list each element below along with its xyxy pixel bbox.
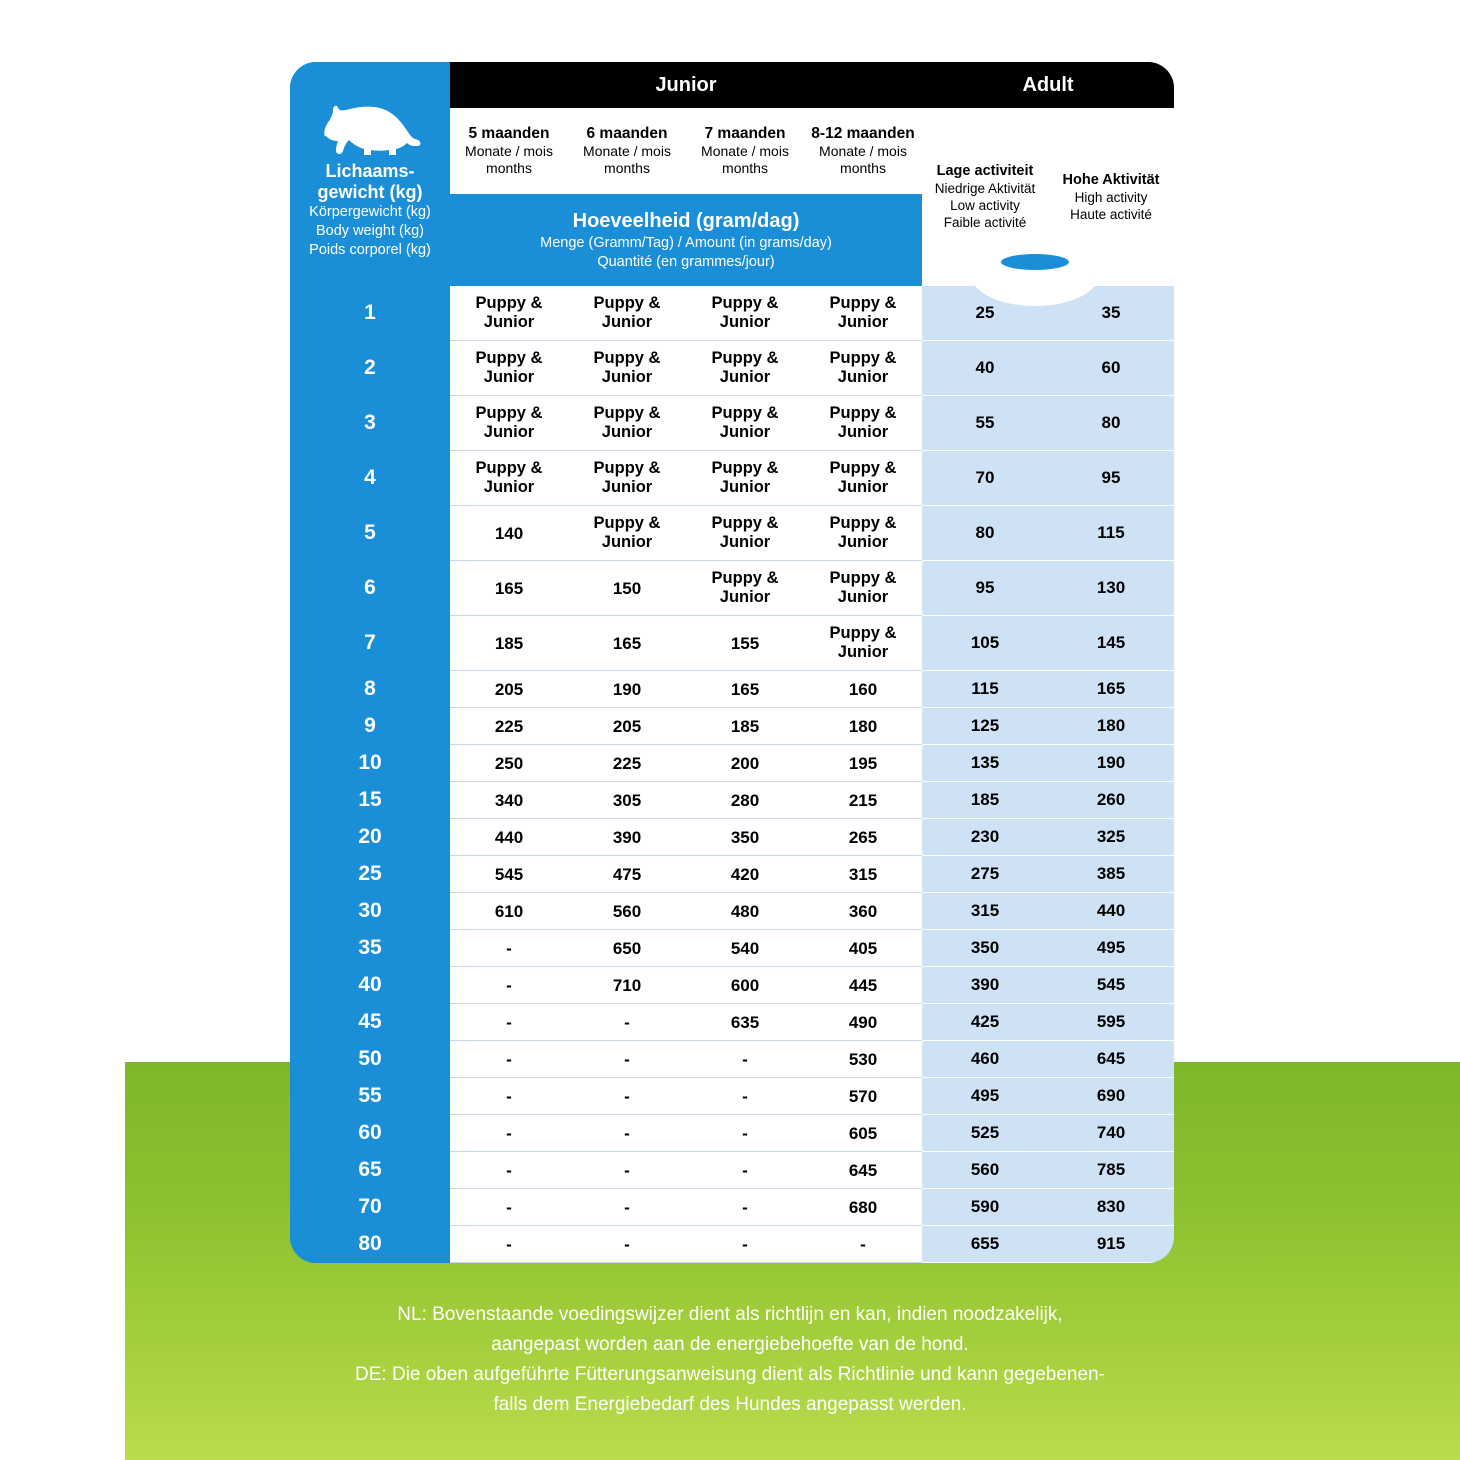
- junior-value-cell: 195: [804, 745, 922, 782]
- junior-value-cell: 180: [804, 708, 922, 745]
- junior-value-cell: Puppy & Junior: [686, 451, 804, 506]
- adult-value-cell: 185: [922, 782, 1048, 819]
- table-row: [290, 819, 1174, 856]
- col-sub1: Monate / mois: [819, 143, 907, 159]
- col-sub2: months: [722, 160, 768, 176]
- junior-value-cell: 185: [686, 708, 804, 745]
- adult-value-cell: 425: [922, 1004, 1048, 1041]
- junior-value-cell: 215: [804, 782, 922, 819]
- junior-value-cell: Puppy & Junior: [450, 341, 568, 396]
- junior-value-cell: 605: [804, 1115, 922, 1152]
- col-sub2: months: [604, 160, 650, 176]
- col-sub1: Monate / mois: [465, 143, 553, 159]
- col-sub1: Niedrige Aktivität: [934, 181, 1036, 196]
- adult-value-cell: 80: [922, 506, 1048, 561]
- junior-value-cell: -: [804, 1226, 922, 1263]
- junior-value-cell: Puppy & Junior: [804, 341, 922, 396]
- junior-value-cell: 225: [450, 708, 568, 745]
- row-weight-cell: 25: [290, 856, 450, 893]
- adult-value-cell: 390: [922, 967, 1048, 1004]
- junior-value-cell: 650: [568, 930, 686, 967]
- junior-value-cell: -: [568, 1078, 686, 1115]
- adult-value-cell: 130: [1048, 561, 1174, 616]
- junior-value-cell: 405: [804, 930, 922, 967]
- junior-value-cell: 645: [804, 1152, 922, 1189]
- table-row: [290, 1152, 1174, 1189]
- table-row: [290, 893, 1174, 930]
- col-sub3: Faible activité: [943, 215, 1027, 230]
- row-weight-cell: 5: [290, 506, 450, 561]
- table-row: [290, 561, 1174, 616]
- junior-value-cell: 600: [686, 967, 804, 1004]
- table-row: [290, 967, 1174, 1004]
- col-title: 8-12 maanden: [811, 125, 915, 142]
- junior-value-cell: 140: [450, 506, 568, 561]
- table-row: [290, 1189, 1174, 1226]
- row-weight-cell: 35: [290, 930, 450, 967]
- junior-value-cell: 680: [804, 1189, 922, 1226]
- amount-line1: Hoeveelheid (gram/dag): [572, 209, 800, 232]
- left-header-sub-de: Körpergewicht (kg): [309, 203, 431, 220]
- table-row: [290, 1226, 1174, 1263]
- table-row: [290, 856, 1174, 893]
- left-header-sub-en: Body weight (kg): [316, 222, 424, 239]
- col-title: Lage activiteit: [936, 163, 1034, 179]
- adult-value-cell: 135: [922, 745, 1048, 782]
- junior-value-cell: 440: [450, 819, 568, 856]
- row-weight-cell: 6: [290, 561, 450, 616]
- adult-value-cell: 145: [1048, 616, 1174, 671]
- column-header-6-months: [568, 108, 686, 194]
- adult-value-cell: 690: [1048, 1078, 1174, 1115]
- junior-value-cell: -: [686, 1226, 804, 1263]
- col-sub1: Monate / mois: [583, 143, 671, 159]
- junior-value-cell: 530: [804, 1041, 922, 1078]
- column-header-7-months: [686, 108, 804, 194]
- adult-value-cell: 560: [922, 1152, 1048, 1189]
- footer-line-3: DE: Die oben aufgeführte Fütterungsanweisung dient als Richtlinie und kann gegebenen-: [355, 1364, 1105, 1385]
- junior-value-cell: Puppy & Junior: [804, 561, 922, 616]
- col-sub1: High activity: [1074, 189, 1148, 205]
- footer-line-4: falls dem Energiebedarf des Hundes angepasst werden.: [493, 1394, 967, 1415]
- adult-value-cell: 830: [1048, 1189, 1174, 1226]
- adult-value-cell: 440: [1048, 893, 1174, 930]
- table-row: [290, 1078, 1174, 1115]
- amount-band-text: [450, 194, 922, 286]
- junior-value-cell: 635: [686, 1004, 804, 1041]
- junior-value-cell: 165: [450, 561, 568, 616]
- adult-value-cell: 525: [922, 1115, 1048, 1152]
- left-header-sub-fr: Poids corporel (kg): [309, 241, 431, 258]
- junior-value-cell: 340: [450, 782, 568, 819]
- adult-value-cell: 915: [1048, 1226, 1174, 1263]
- table-row: [290, 708, 1174, 745]
- junior-value-cell: 570: [804, 1078, 922, 1115]
- junior-value-cell: 205: [450, 671, 568, 708]
- row-weight-cell: 55: [290, 1078, 450, 1115]
- amount-line3: Quantité (en grammes/jour): [597, 253, 775, 270]
- adult-value-cell: 180: [1048, 708, 1174, 745]
- col-title: 7 maanden: [704, 125, 786, 142]
- row-weight-cell: 45: [290, 1004, 450, 1041]
- junior-value-cell: -: [686, 1152, 804, 1189]
- junior-value-cell: -: [686, 1041, 804, 1078]
- junior-value-cell: 305: [568, 782, 686, 819]
- row-weight-cell: 7: [290, 616, 450, 671]
- junior-value-cell: 165: [686, 671, 804, 708]
- adult-value-cell: 60: [1048, 341, 1174, 396]
- footer-line-2: aangepast worden aan de energiebehoefte van de hond.: [491, 1334, 969, 1355]
- adult-value-cell: 655: [922, 1226, 1048, 1263]
- row-weight-cell: 70: [290, 1189, 450, 1226]
- adult-value-cell: 40: [922, 341, 1048, 396]
- table-row: [290, 341, 1174, 396]
- junior-value-cell: Puppy & Junior: [804, 616, 922, 671]
- col-title: Hohe Aktivität: [1062, 171, 1160, 188]
- dog-silhouette-icon: [311, 93, 429, 155]
- junior-value-cell: 540: [686, 930, 804, 967]
- body-weight-header-cell: [290, 62, 450, 286]
- junior-value-cell: -: [450, 1004, 568, 1041]
- junior-value-cell: -: [450, 1078, 568, 1115]
- row-weight-cell: 80: [290, 1226, 450, 1263]
- adult-value-cell: 165: [1048, 671, 1174, 708]
- row-weight-cell: 4: [290, 451, 450, 506]
- amount-line2: Menge (Gramm/Tag) / Amount (in grams/day): [540, 234, 832, 251]
- adult-value-cell: 190: [1048, 745, 1174, 782]
- junior-value-cell: -: [568, 1189, 686, 1226]
- adult-value-cell: 460: [922, 1041, 1048, 1078]
- adult-value-cell: 230: [922, 819, 1048, 856]
- junior-value-cell: -: [450, 1041, 568, 1078]
- left-header-title-line2: gewicht (kg): [317, 181, 423, 202]
- row-weight-cell: 60: [290, 1115, 450, 1152]
- adult-value-cell: 350: [922, 930, 1048, 967]
- junior-value-cell: Puppy & Junior: [804, 506, 922, 561]
- junior-value-cell: 250: [450, 745, 568, 782]
- junior-value-cell: 560: [568, 893, 686, 930]
- adult-value-cell: 785: [1048, 1152, 1174, 1189]
- table-row: [290, 1115, 1174, 1152]
- junior-value-cell: 360: [804, 893, 922, 930]
- adult-value-cell: 115: [1048, 506, 1174, 561]
- adult-value-cell: 95: [922, 561, 1048, 616]
- col-sub2: months: [840, 160, 886, 176]
- col-sub2: months: [486, 160, 532, 176]
- row-weight-cell: 50: [290, 1041, 450, 1078]
- adult-value-cell: 315: [922, 893, 1048, 930]
- junior-value-cell: 265: [804, 819, 922, 856]
- junior-value-cell: -: [568, 1152, 686, 1189]
- junior-value-cell: Puppy & Junior: [686, 561, 804, 616]
- row-weight-cell: 15: [290, 782, 450, 819]
- junior-value-cell: -: [450, 1226, 568, 1263]
- junior-value-cell: Puppy & Junior: [568, 341, 686, 396]
- junior-value-cell: Puppy & Junior: [568, 286, 686, 341]
- junior-value-cell: -: [686, 1189, 804, 1226]
- footer-line-1: NL: Bovenstaande voedingswijzer dient als richtlijn en kan, indien noodzakelijk,: [397, 1304, 1063, 1325]
- row-weight-cell: 1: [290, 286, 450, 341]
- junior-value-cell: Puppy & Junior: [686, 286, 804, 341]
- column-header-8-12-months: [804, 108, 922, 194]
- adult-value-cell: 385: [1048, 856, 1174, 893]
- junior-value-cell: -: [568, 1226, 686, 1263]
- junior-value-cell: -: [686, 1078, 804, 1115]
- junior-value-cell: 710: [568, 967, 686, 1004]
- junior-value-cell: 315: [804, 856, 922, 893]
- junior-value-cell: 545: [450, 856, 568, 893]
- group-header-junior: Junior: [450, 62, 922, 108]
- row-weight-cell: 3: [290, 396, 450, 451]
- junior-value-cell: -: [686, 1115, 804, 1152]
- table-row: [290, 1041, 1174, 1078]
- left-header-title-line1: Lichaams-: [325, 160, 415, 181]
- adult-value-cell: 495: [1048, 930, 1174, 967]
- adult-value-cell: 55: [922, 396, 1048, 451]
- footer-note: [0, 1300, 1460, 1420]
- junior-value-cell: Puppy & Junior: [686, 396, 804, 451]
- adult-value-cell: 125: [922, 708, 1048, 745]
- junior-value-cell: -: [568, 1004, 686, 1041]
- junior-value-cell: Puppy & Junior: [450, 451, 568, 506]
- adult-value-cell: 325: [1048, 819, 1174, 856]
- adult-value-cell: 275: [922, 856, 1048, 893]
- junior-value-cell: -: [568, 1115, 686, 1152]
- junior-value-cell: 490: [804, 1004, 922, 1041]
- junior-value-cell: 445: [804, 967, 922, 1004]
- junior-value-cell: 190: [568, 671, 686, 708]
- col-sub1: Monate / mois: [701, 143, 789, 159]
- junior-value-cell: -: [568, 1041, 686, 1078]
- junior-value-cell: Puppy & Junior: [568, 396, 686, 451]
- junior-value-cell: 480: [686, 893, 804, 930]
- junior-value-cell: 420: [686, 856, 804, 893]
- junior-value-cell: 200: [686, 745, 804, 782]
- junior-value-cell: Puppy & Junior: [568, 451, 686, 506]
- junior-value-cell: Puppy & Junior: [804, 286, 922, 341]
- junior-value-cell: Puppy & Junior: [804, 451, 922, 506]
- row-weight-cell: 20: [290, 819, 450, 856]
- row-weight-cell: 9: [290, 708, 450, 745]
- junior-value-cell: -: [450, 1189, 568, 1226]
- table-group-header-row: [290, 62, 1174, 108]
- junior-value-cell: 165: [568, 616, 686, 671]
- group-header-adult: Adult: [922, 62, 1174, 108]
- table-row: [290, 1004, 1174, 1041]
- junior-value-cell: Puppy & Junior: [686, 506, 804, 561]
- junior-value-cell: Puppy & Junior: [804, 396, 922, 451]
- adult-value-cell: 105: [922, 616, 1048, 671]
- row-weight-cell: 2: [290, 341, 450, 396]
- row-weight-cell: 30: [290, 893, 450, 930]
- adult-value-cell: 260: [1048, 782, 1174, 819]
- adult-value-cell: 95: [1048, 451, 1174, 506]
- junior-value-cell: 160: [804, 671, 922, 708]
- adult-value-cell: 495: [922, 1078, 1048, 1115]
- junior-value-cell: 280: [686, 782, 804, 819]
- adult-value-cell: 35: [1048, 286, 1174, 341]
- table-data-body: [290, 286, 1174, 1263]
- junior-value-cell: -: [450, 930, 568, 967]
- col-title: 5 maanden: [468, 125, 550, 142]
- junior-value-cell: 205: [568, 708, 686, 745]
- table-row: [290, 671, 1174, 708]
- adult-value-cell: 595: [1048, 1004, 1174, 1041]
- table-row: [290, 396, 1174, 451]
- adult-value-cell: 590: [922, 1189, 1048, 1226]
- junior-value-cell: 475: [568, 856, 686, 893]
- table-row: [290, 745, 1174, 782]
- junior-value-cell: -: [450, 1152, 568, 1189]
- col-sub2: Low activity: [950, 198, 1020, 213]
- row-weight-cell: 65: [290, 1152, 450, 1189]
- junior-value-cell: 350: [686, 819, 804, 856]
- table-row: [290, 451, 1174, 506]
- adult-value-cell: 545: [1048, 967, 1174, 1004]
- table-row: [290, 506, 1174, 561]
- table-row: [290, 616, 1174, 671]
- adult-value-cell: 740: [1048, 1115, 1174, 1152]
- junior-value-cell: Puppy & Junior: [568, 506, 686, 561]
- adult-value-cell: 80: [1048, 396, 1174, 451]
- junior-value-cell: 150: [568, 561, 686, 616]
- adult-value-cell: 115: [922, 671, 1048, 708]
- column-header-5-months: [450, 108, 568, 194]
- adult-value-cell: 70: [922, 451, 1048, 506]
- junior-value-cell: Puppy & Junior: [450, 286, 568, 341]
- table-row: [290, 930, 1174, 967]
- junior-value-cell: 610: [450, 893, 568, 930]
- dog-bowl-icon: [950, 234, 1120, 324]
- junior-value-cell: 185: [450, 616, 568, 671]
- row-weight-cell: 8: [290, 671, 450, 708]
- row-weight-cell: 40: [290, 967, 450, 1004]
- junior-value-cell: 155: [686, 616, 804, 671]
- junior-value-cell: Puppy & Junior: [686, 341, 804, 396]
- junior-value-cell: 225: [568, 745, 686, 782]
- table-row: [290, 782, 1174, 819]
- row-weight-cell: 10: [290, 745, 450, 782]
- col-sub2: Haute activité: [1070, 206, 1152, 222]
- adult-value-cell: 645: [1048, 1041, 1174, 1078]
- col-title: 6 maanden: [586, 125, 668, 142]
- junior-value-cell: Puppy & Junior: [450, 396, 568, 451]
- junior-value-cell: -: [450, 967, 568, 1004]
- junior-value-cell: 390: [568, 819, 686, 856]
- junior-value-cell: -: [450, 1115, 568, 1152]
- adult-value-cell: 25: [922, 286, 1048, 341]
